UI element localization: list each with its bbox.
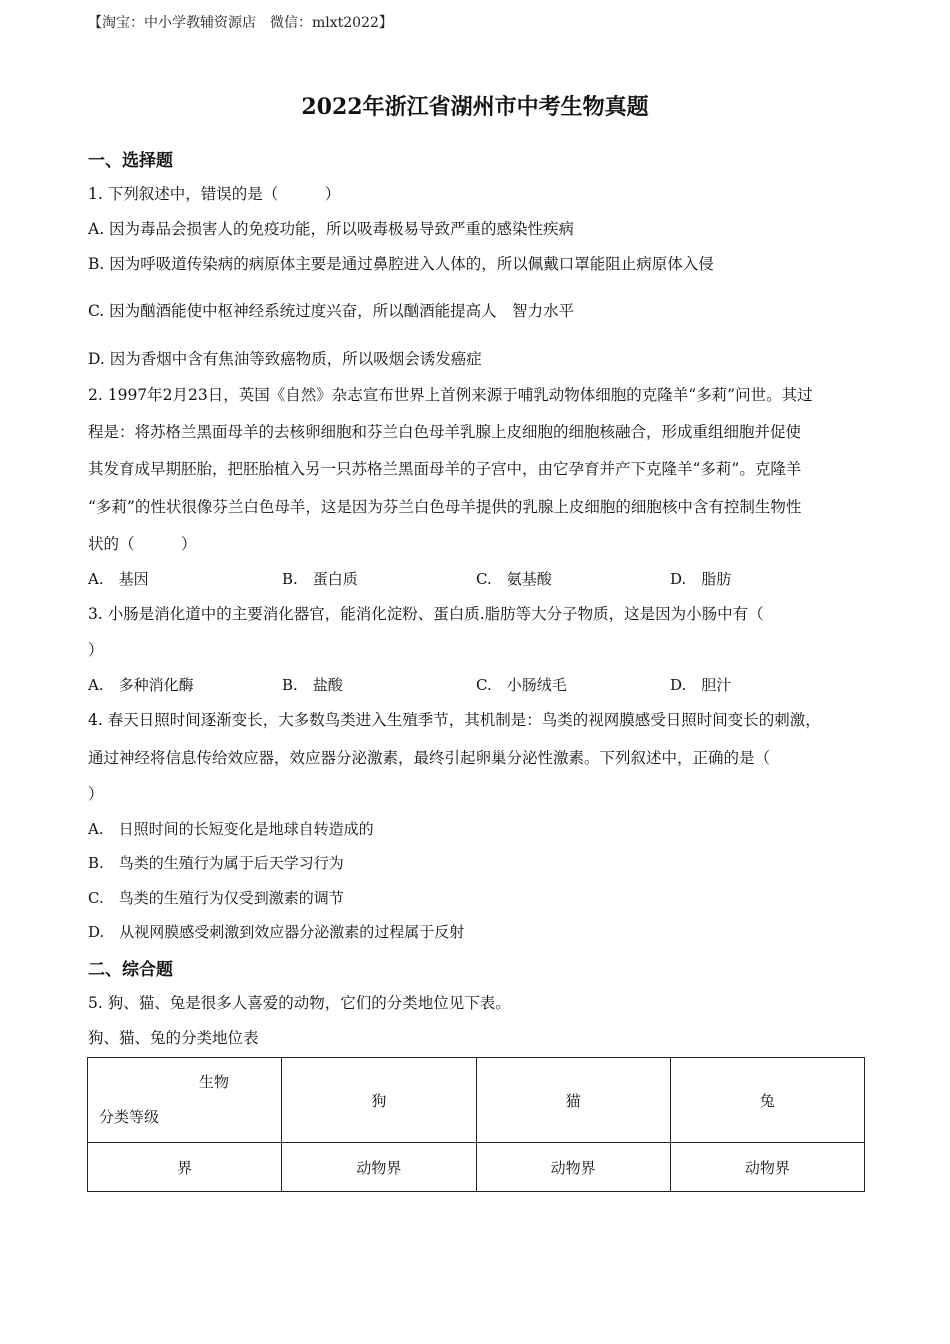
q4-option-c: C. 鸟类的生殖行为仅受到激素的调节 [88, 889, 344, 907]
q2-line: 2. 1997年2月23日，英国《自然》杂志宣布世界上首例来源于哺乳动物体细胞的克隆羊“多莉”问世。其过 [88, 386, 813, 404]
q2-options [88, 568, 864, 589]
section-heading-comprehensive: 二、综合题 [88, 960, 173, 980]
q3-option-d: D. 胆汁 [670, 676, 732, 694]
table-cell: 界 [88, 1143, 282, 1192]
q4-stem-cont: 通过神经将信息传给效应器，效应器分泌激素，最终引起卵巢分泌性激素。下列叙述中，正确的是（ [88, 749, 771, 767]
q3-option-a: A. 多种消化酶 [88, 676, 194, 694]
table-cell: 动物界 [670, 1143, 864, 1192]
classification-table [87, 1057, 865, 1192]
corner-label-rank: 分类等级 [99, 1108, 160, 1126]
q2-option-b: B. 蛋白质 [282, 570, 358, 588]
table-cell: 动物界 [476, 1143, 670, 1192]
q1-option-b: B. 因为呼吸道传染病的病原体主要是通过鼻腔进入人体的，所以佩戴口罩能阻止病原体入侵 [88, 255, 714, 273]
table-header-cell: 狗 [282, 1058, 476, 1143]
q1-option-d: D. 因为香烟中含有焦油等致癌物质，所以吸烟会诱发癌症 [88, 350, 482, 368]
q2-option-d: D. 脂肪 [670, 570, 732, 588]
q3-option-b: B. 盐酸 [282, 676, 343, 694]
table-header-cell: 猫 [476, 1058, 670, 1143]
q4-stem: 4. 春天日照时间逐渐变长，大多数鸟类进入生殖季节，其机制是：鸟类的视网膜感受日照时间变长的刺激， [88, 711, 821, 729]
q4-option-a: A. 日照时间的长短变化是地球自转造成的 [88, 820, 374, 838]
q4-option-b: B. 鸟类的生殖行为属于后天学习行为 [88, 854, 344, 872]
q3-option-c: C. 小肠绒毛 [476, 676, 567, 694]
q2-line: “多莉”的性状很像芬兰白色母羊，这是因为芬兰白色母羊提供的乳腺上皮细胞的细胞核中含有控制生物性 [88, 498, 802, 516]
corner-label-organism: 生物 [199, 1073, 230, 1091]
q4-stem-end: ） [88, 785, 104, 803]
section-heading-choice: 一、选择题 [88, 151, 173, 171]
q1-option-a: A. 因为毒品会损害人的免疫功能，所以吸毒极易导致严重的感染性疾病 [88, 220, 575, 238]
table-corner-cell [88, 1058, 282, 1143]
q1-stem: 1. 下列叙述中，错误的是（ ） [88, 185, 341, 203]
q3-stem: 3. 小肠是消化道中的主要消化器官，能消化淀粉、蛋白质.脂肪等大分子物质，这是因为小肠中有（ [88, 605, 764, 623]
q3-options [88, 674, 864, 695]
page-header: 【淘宝：中小学教辅资源店 微信：mlxt2022】 [88, 15, 393, 31]
q5-stem: 5. 狗、猫、兔是很多人喜爱的动物，它们的分类地位见下表。 [88, 994, 511, 1012]
q2-line: 程是：将苏格兰黑面母羊的去核卵细胞和芬兰白色母羊乳腺上皮细胞的细胞核融合，形成重组细胞并促使 [88, 423, 802, 441]
q4-option-d: D. 从视网膜感受刺激到效应器分泌激素的过程属于反射 [88, 923, 465, 941]
table-cell: 动物界 [282, 1143, 476, 1192]
q2-option-a: A. 基因 [88, 570, 149, 588]
table-row [88, 1143, 865, 1192]
page-title: 2022年浙江省湖州市中考生物真题 [301, 94, 649, 120]
q2-line: 状的（ ） [88, 535, 197, 553]
table-header-row [88, 1058, 865, 1143]
q2-option-c: C. 氨基酸 [476, 570, 552, 588]
q2-line: 其发育成早期胚胎，把胚胎植入另一只苏格兰黑面母羊的子宫中，由它孕育并产下克隆羊“多莉”。克隆羊 [88, 460, 802, 478]
q1-option-c: C. 因为酗酒能使中枢神经系统过度兴奋，所以酗酒能提高人 智力水平 [88, 302, 575, 320]
q3-stem-cont: ） [88, 641, 104, 659]
table-caption: 狗、猫、兔的分类地位表 [88, 1029, 259, 1047]
table-header-cell: 兔 [670, 1058, 864, 1143]
